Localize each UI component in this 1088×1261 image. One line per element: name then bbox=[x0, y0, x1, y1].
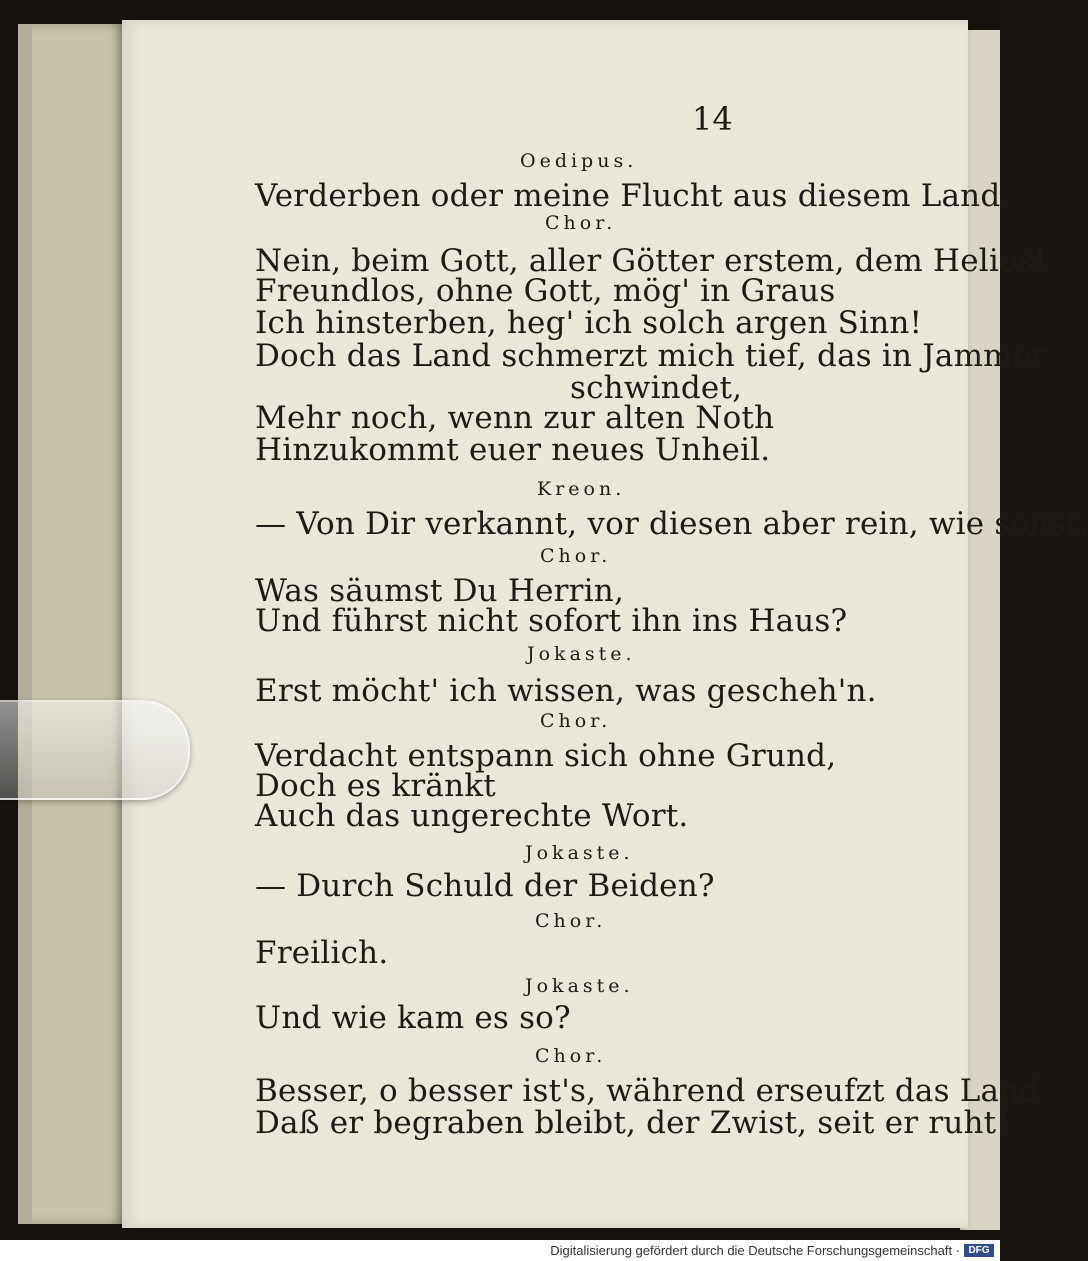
speaker-name: Jokaste. bbox=[525, 975, 634, 997]
verse-line: Erst möcht' ich wissen, was gescheh'n. bbox=[255, 673, 877, 709]
verse-line: Auch das ungerechte Wort. bbox=[255, 798, 689, 834]
verse-line: Mehr noch, wenn zur alten Noth bbox=[255, 400, 775, 436]
speaker-name: Chor. bbox=[535, 1045, 607, 1067]
verse-line: Freundlos, ohne Gott, mög' in Graus bbox=[255, 273, 836, 309]
verse-line: Daß er begraben bleibt, der Zwist, seit er ruht! bbox=[255, 1105, 1009, 1141]
verse-line: Besser, o besser ist's, während erseufzt das Land bbox=[255, 1073, 1040, 1109]
verse-line: Freilich. bbox=[255, 935, 389, 971]
footer-bar bbox=[0, 1240, 1000, 1261]
verse-line: Verderben oder meine Flucht aus diesem Land. bbox=[255, 178, 1011, 214]
verse-line: Verdacht entspann sich ohne Grund, bbox=[255, 738, 837, 774]
speaker-name: Kreon. bbox=[537, 478, 626, 500]
dfg-logo: DFG bbox=[964, 1244, 994, 1257]
speaker-name: Jokaste. bbox=[527, 643, 636, 665]
verse-line: Nein, beim Gott, aller Götter erstem, dem Helios! bbox=[255, 243, 1047, 279]
speaker-name: Chor. bbox=[535, 910, 607, 932]
speaker-name: Chor. bbox=[545, 212, 617, 234]
page-clip-holder bbox=[0, 700, 190, 800]
speaker-name: Oedipus. bbox=[520, 150, 638, 172]
verse-line: Und führst nicht sofort ihn ins Haus? bbox=[255, 603, 848, 639]
footer-credit: Digitalisierung gefördert durch die Deutsche Forschungsgemeinschaft · bbox=[550, 1243, 960, 1258]
back-page-edge bbox=[18, 24, 32, 1224]
verse-line: — Durch Schuld der Beiden? bbox=[255, 868, 715, 904]
speaker-name: Jokaste. bbox=[525, 842, 634, 864]
verse-line: Und wie kam es so? bbox=[255, 1000, 571, 1036]
page-number: 14 bbox=[692, 100, 733, 138]
verse-line: Doch das Land schmerzt mich tief, das in Jammer bbox=[255, 338, 1047, 374]
speaker-name: Chor. bbox=[540, 710, 612, 732]
speaker-name: Chor. bbox=[540, 545, 612, 567]
verse-line: schwindet, bbox=[570, 370, 743, 406]
verse-line: Hinzukommt euer neues Unheil. bbox=[255, 432, 771, 468]
verse-line: — Von Dir verkannt, vor diesen aber rein, wie sonst. bbox=[255, 506, 1088, 542]
verse-line: Ich hinsterben, heg' ich solch argen Sinn! bbox=[255, 305, 923, 341]
verse-line: Doch es kränkt bbox=[255, 768, 496, 804]
verse-line: Was säumst Du Herrin, bbox=[255, 573, 625, 609]
